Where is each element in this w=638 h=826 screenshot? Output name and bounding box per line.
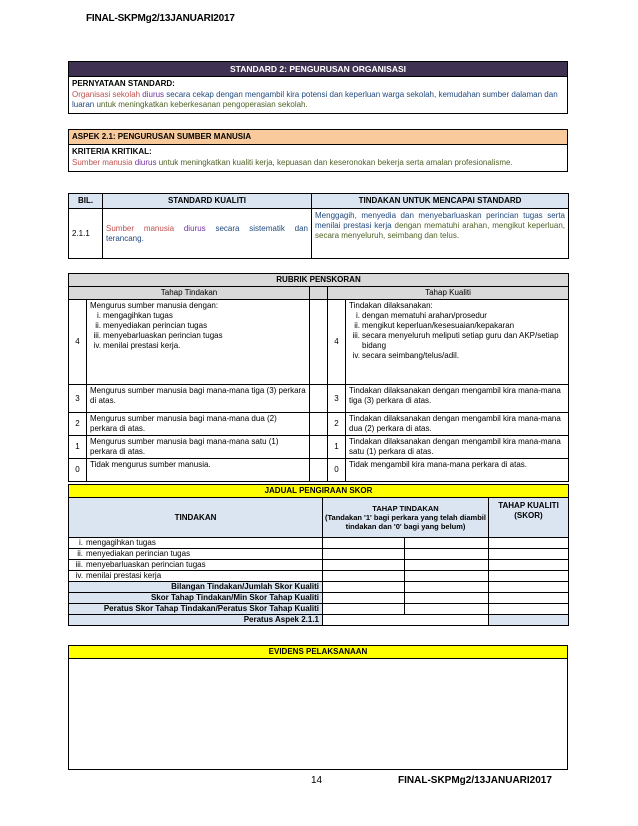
rubric-row4-left-intro: Mengurus sumber manusia dengan: (90, 301, 219, 310)
summary-value[interactable] (323, 615, 489, 626)
score-summary (69, 582, 569, 626)
text-run: secara cekap dengan mengambil kira potensi dan keperluan warga sekolah, kemudahan sumber dalaman dan luaran (72, 90, 558, 109)
list-item-text: secara seimbang/telus/adil. (362, 351, 459, 360)
score-item-text: mengagihkan tugas (86, 538, 156, 547)
rubric-left-text: Mengurus sumber manusia bagi mana-mana tiga (3) perkara di atas. (87, 385, 310, 413)
score-item (69, 560, 323, 571)
text-run: diurus (142, 90, 167, 99)
list-item (90, 341, 306, 351)
list-item-text: menyediakan perincian tugas (103, 321, 208, 330)
rubric-row (69, 413, 569, 436)
rubric-row4-left (87, 300, 310, 385)
rubric-score-right: 2 (328, 413, 346, 436)
text-run: diurus (134, 158, 159, 167)
header-bil: BIL. (69, 194, 103, 209)
score-cell-tindakan[interactable] (323, 549, 405, 560)
score-cell-kualiti[interactable] (489, 549, 569, 560)
rubric-score-left: 0 (69, 459, 87, 482)
summary-value-kualiti[interactable] (489, 593, 569, 604)
aspek-block (68, 129, 568, 172)
rubric-right-text: Tindakan dilaksanakan dengan mengambil kira mana-mana satu (1) perkara di atas. (346, 436, 569, 459)
score-cell-kualiti[interactable] (489, 560, 569, 571)
table-row (69, 571, 569, 582)
score-cell-tindakan-2[interactable] (405, 560, 489, 571)
score-items (69, 538, 569, 582)
text-run: Sumber manusia (72, 158, 135, 167)
score-item-text: menyebarluaskan perincian tugas (86, 560, 206, 569)
list-item-number: iv. (93, 341, 101, 350)
table-row (69, 560, 569, 571)
summary-label: Peratus Skor Tahap Tindakan/Peratus Skor Tahap Kualiti (69, 604, 323, 615)
list-item (349, 321, 565, 331)
rubric-right-text: Tindakan dilaksanakan dengan mengambil kira mana-mana tiga (3) perkara di atas. (346, 385, 569, 413)
text-run: diurus (183, 223, 216, 233)
score-cell-tindakan[interactable] (323, 538, 405, 549)
score-cell-kualiti[interactable] (489, 571, 569, 582)
tahap-tindakan-label: TAHAP TINDAKAN (372, 504, 439, 513)
list-item-number: ii. (95, 321, 101, 330)
list-item-text: mengikut keperluan/kesesuaian/kepakaran (362, 321, 515, 330)
score-cell-tindakan[interactable] (323, 560, 405, 571)
summary-value-kualiti[interactable] (489, 604, 569, 615)
score-item-number: iv. (75, 571, 83, 580)
list-item (349, 311, 565, 321)
criteria-text (69, 157, 568, 172)
rubric-row (69, 459, 569, 482)
score-cell-tindakan[interactable] (323, 571, 405, 582)
list-item (90, 311, 306, 321)
text-run: dengan mematuhi arahan, mengikut keperluan, secara menyeluruh, seimbang dan telus. (315, 221, 565, 240)
rubric-score-right: 1 (328, 436, 346, 459)
row-tindakan (312, 209, 569, 259)
rubric-col-left: Tahap Tindakan (69, 287, 310, 300)
summary-value-2[interactable] (405, 593, 489, 604)
score-cell-tindakan-2[interactable] (405, 549, 489, 560)
rubric-score-left: 2 (69, 413, 87, 436)
standard-block (68, 61, 568, 114)
header-doc-id: FINAL-SKPMg2/13JANUARI2017 (86, 13, 235, 24)
text-run: untuk meningkatkan keberkesanan pengoperasian sekolah. (96, 100, 308, 109)
standard-title: STANDARD 2: PENGURUSAN ORGANISASI (69, 62, 568, 77)
text-run: Menggagih, menyedia dan menyebarluaskan perincian tugas serta menilai prestasi kerja (315, 211, 565, 230)
list-item-text: dengan mematuhi arahan/prosedur (362, 311, 487, 320)
header-tindakan: TINDAKAN UNTUK MENCAPAI STANDARD (312, 194, 569, 209)
aspek-title: ASPEK 2.1: PENGURUSAN SUMBER MANUSIA (69, 130, 568, 145)
score-item-text: menyediakan perincian tugas (86, 549, 191, 558)
score-col-tahap-tindakan (323, 498, 489, 538)
evidence-block (68, 645, 568, 770)
summary-row (69, 582, 569, 593)
list-item (349, 331, 565, 351)
rubric-right-text: Tindakan dilaksanakan dengan mengambil kira mana-mana dua (2) perkara di atas. (346, 413, 569, 436)
page-number: 14 (311, 775, 323, 786)
tahap-kualiti-note: (SKOR) (514, 511, 543, 520)
list-item-text: secara menyeluruh meliputi setiap guru dan AKP/setiap bidang (362, 331, 559, 350)
rubric-row4-right-intro: Tindakan dilaksanakan: (349, 301, 433, 310)
evidence-body[interactable] (69, 659, 568, 770)
summary-value-kualiti[interactable] (489, 582, 569, 593)
rubric-left-text: Mengurus sumber manusia bagi mana-mana satu (1) perkara di atas. (87, 436, 310, 459)
text-run: secara sistematik dan terancang. (106, 223, 308, 243)
rubric-row (69, 436, 569, 459)
text-run: Sumber manusia (106, 223, 184, 233)
header-standard: STANDARD KUALITI (103, 194, 312, 209)
summary-label: Peratus Aspek 2.1.1 (69, 615, 323, 626)
rubric-score-4-right: 4 (328, 300, 346, 385)
text-run: Organisasi sekolah (72, 90, 143, 99)
summary-row (69, 615, 569, 626)
rubric-score-4-left: 4 (69, 300, 87, 385)
rubric-row4-left-list (90, 311, 306, 351)
rubric-rows (69, 385, 569, 482)
rubric-title: RUBRIK PENSKORAN (69, 274, 569, 287)
list-item-text: menyebarluaskan perincian tugas (103, 331, 223, 340)
list-item (90, 321, 306, 331)
score-item-number: i. (79, 538, 83, 547)
rubric-row4-right-list (349, 311, 565, 361)
summary-label: Bilangan Tindakan/Jumlah Skor Kualiti (69, 582, 323, 593)
rubric-row (69, 385, 569, 413)
list-item (349, 351, 565, 361)
score-item (69, 538, 323, 549)
score-item (69, 571, 323, 582)
summary-value[interactable] (323, 604, 405, 615)
tahap-kualiti-label: TAHAP KUALITI (498, 501, 559, 510)
summary-row (69, 593, 569, 604)
criteria-label: KRITERIA KRITIKAL: (69, 145, 568, 158)
row-bil: 2.1.1 (69, 209, 103, 259)
score-item (69, 549, 323, 560)
table-row (69, 549, 569, 560)
rubric-table (68, 273, 568, 482)
summary-row (69, 604, 569, 615)
score-cell-tindakan-2[interactable] (405, 571, 489, 582)
text-run: untuk meningkatkan kualiti kerja, kepuasan dan keseronokan bekerja serta amalan profesionalisme. (158, 158, 513, 167)
score-col-tahap-kualiti (489, 498, 569, 538)
quality-table (68, 193, 568, 259)
rubric-left-text: Tidak mengurus sumber manusia. (87, 459, 310, 482)
evidence-title: EVIDENS PELAKSANAAN (69, 646, 568, 659)
summary-label: Skor Tahap Tindakan/Min Skor Tahap Kualiti (69, 593, 323, 604)
list-item-number: ii. (354, 321, 360, 330)
rubric-score-right: 3 (328, 385, 346, 413)
rubric-score-left: 1 (69, 436, 87, 459)
rubric-left-text: Mengurus sumber manusia bagi mana-mana dua (2) perkara di atas. (87, 413, 310, 436)
score-table-title: JADUAL PENGIRAAN SKOR (69, 485, 569, 498)
score-col-tindakan: TINDAKAN (69, 498, 323, 538)
list-item-number: iv. (352, 351, 360, 360)
list-item-number: i. (356, 311, 360, 320)
footer-doc-id: FINAL-SKPMg2/13JANUARI2017 (398, 775, 552, 786)
score-item-number: ii. (77, 549, 83, 558)
rubric-score-right: 0 (328, 459, 346, 482)
list-item (90, 331, 306, 341)
score-cell-tindakan-2[interactable] (405, 538, 489, 549)
rubric-right-text: Tidak mengambil kira mana-mana perkara di atas. (346, 459, 569, 482)
summary-value[interactable] (323, 582, 405, 593)
standard-statement (69, 89, 568, 114)
list-item-number: iii. (352, 331, 360, 340)
list-item-number: i. (97, 311, 101, 320)
rubric-row4-right (346, 300, 569, 385)
score-item-text: menilai prestasi kerja (86, 571, 162, 580)
list-item-text: mengagihkan tugas (103, 311, 173, 320)
rubric-col-right: Tahap Kualiti (328, 287, 569, 300)
summary-value[interactable] (323, 593, 405, 604)
list-item-text: menilai prestasi kerja. (103, 341, 181, 350)
rubric-score-left: 3 (69, 385, 87, 413)
summary-value-2[interactable] (405, 582, 489, 593)
score-cell-kualiti[interactable] (489, 538, 569, 549)
statement-label: PERNYATAAN STANDARD: (69, 77, 568, 90)
tahap-tindakan-note: (Tandakan '1' bagi perkara yang telah diambil tindakan dan '0' bagi yang belum) (325, 513, 486, 531)
summary-value-2[interactable] (405, 604, 489, 615)
list-item-number: iii. (93, 331, 101, 340)
table-row (69, 538, 569, 549)
score-table (68, 484, 568, 626)
score-item-number: iii. (75, 560, 83, 569)
row-standard (103, 209, 312, 259)
